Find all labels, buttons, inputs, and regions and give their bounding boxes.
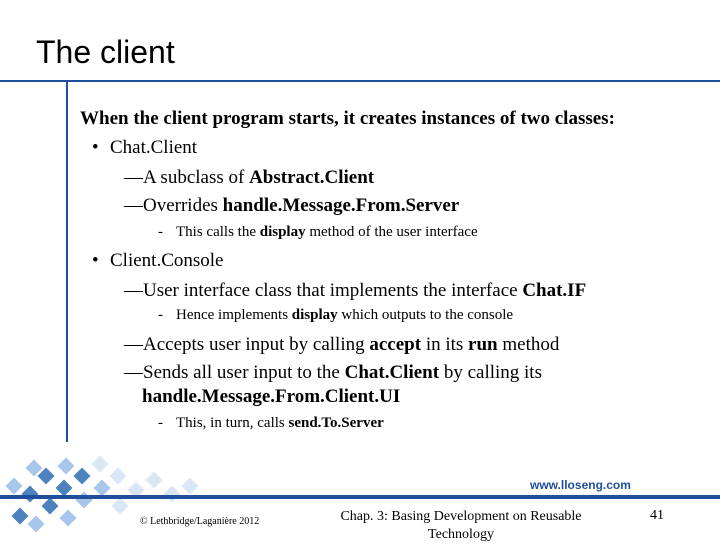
chapter-footer: Chap. 3: Basing Development on Reusable Technology — [340, 509, 582, 542]
subpoint-user-interface: —User interface class that implements the interface Chat.IF — [124, 280, 587, 301]
subpoint-sends-input: —Sends all user input to the Chat.Client by calling its — [124, 362, 542, 383]
detail-display-call: - This calls the display method of the user interface — [158, 224, 478, 240]
title-rule — [0, 80, 720, 82]
subpoint-overrides: —Overrides handle.Message.From.Server — [124, 195, 460, 216]
bullet-dot: • — [92, 250, 99, 271]
detail-implements-display: - Hence implements display which outputs to the console — [158, 307, 514, 323]
subpoint-accepts-input: —Accepts user input by calling accept in its run method — [124, 334, 560, 355]
subpoint-sends-input-cont: handle.Message.From.Client.UI — [142, 386, 401, 407]
subpoint-subclass: —A subclass of Abstract.Client — [124, 167, 375, 188]
bullet-dot: • — [92, 137, 99, 158]
website-link: www.lloseng.com — [530, 478, 631, 492]
left-rule — [66, 82, 68, 442]
detail-send-to-server: - This, in turn, calls send.To.Server — [158, 415, 384, 431]
bullet-chat-client: • Chat.Client — [92, 137, 198, 158]
intro-line: When the client program starts, it creates instances of two classes: — [80, 108, 615, 129]
bullet-client-console: • Client.Console — [92, 250, 224, 271]
slide-title: The client — [36, 34, 175, 70]
page-number: 41 — [650, 508, 664, 523]
copyright: © Lethbridge/Laganière 2012 — [140, 516, 260, 527]
footer-bar — [0, 495, 720, 499]
